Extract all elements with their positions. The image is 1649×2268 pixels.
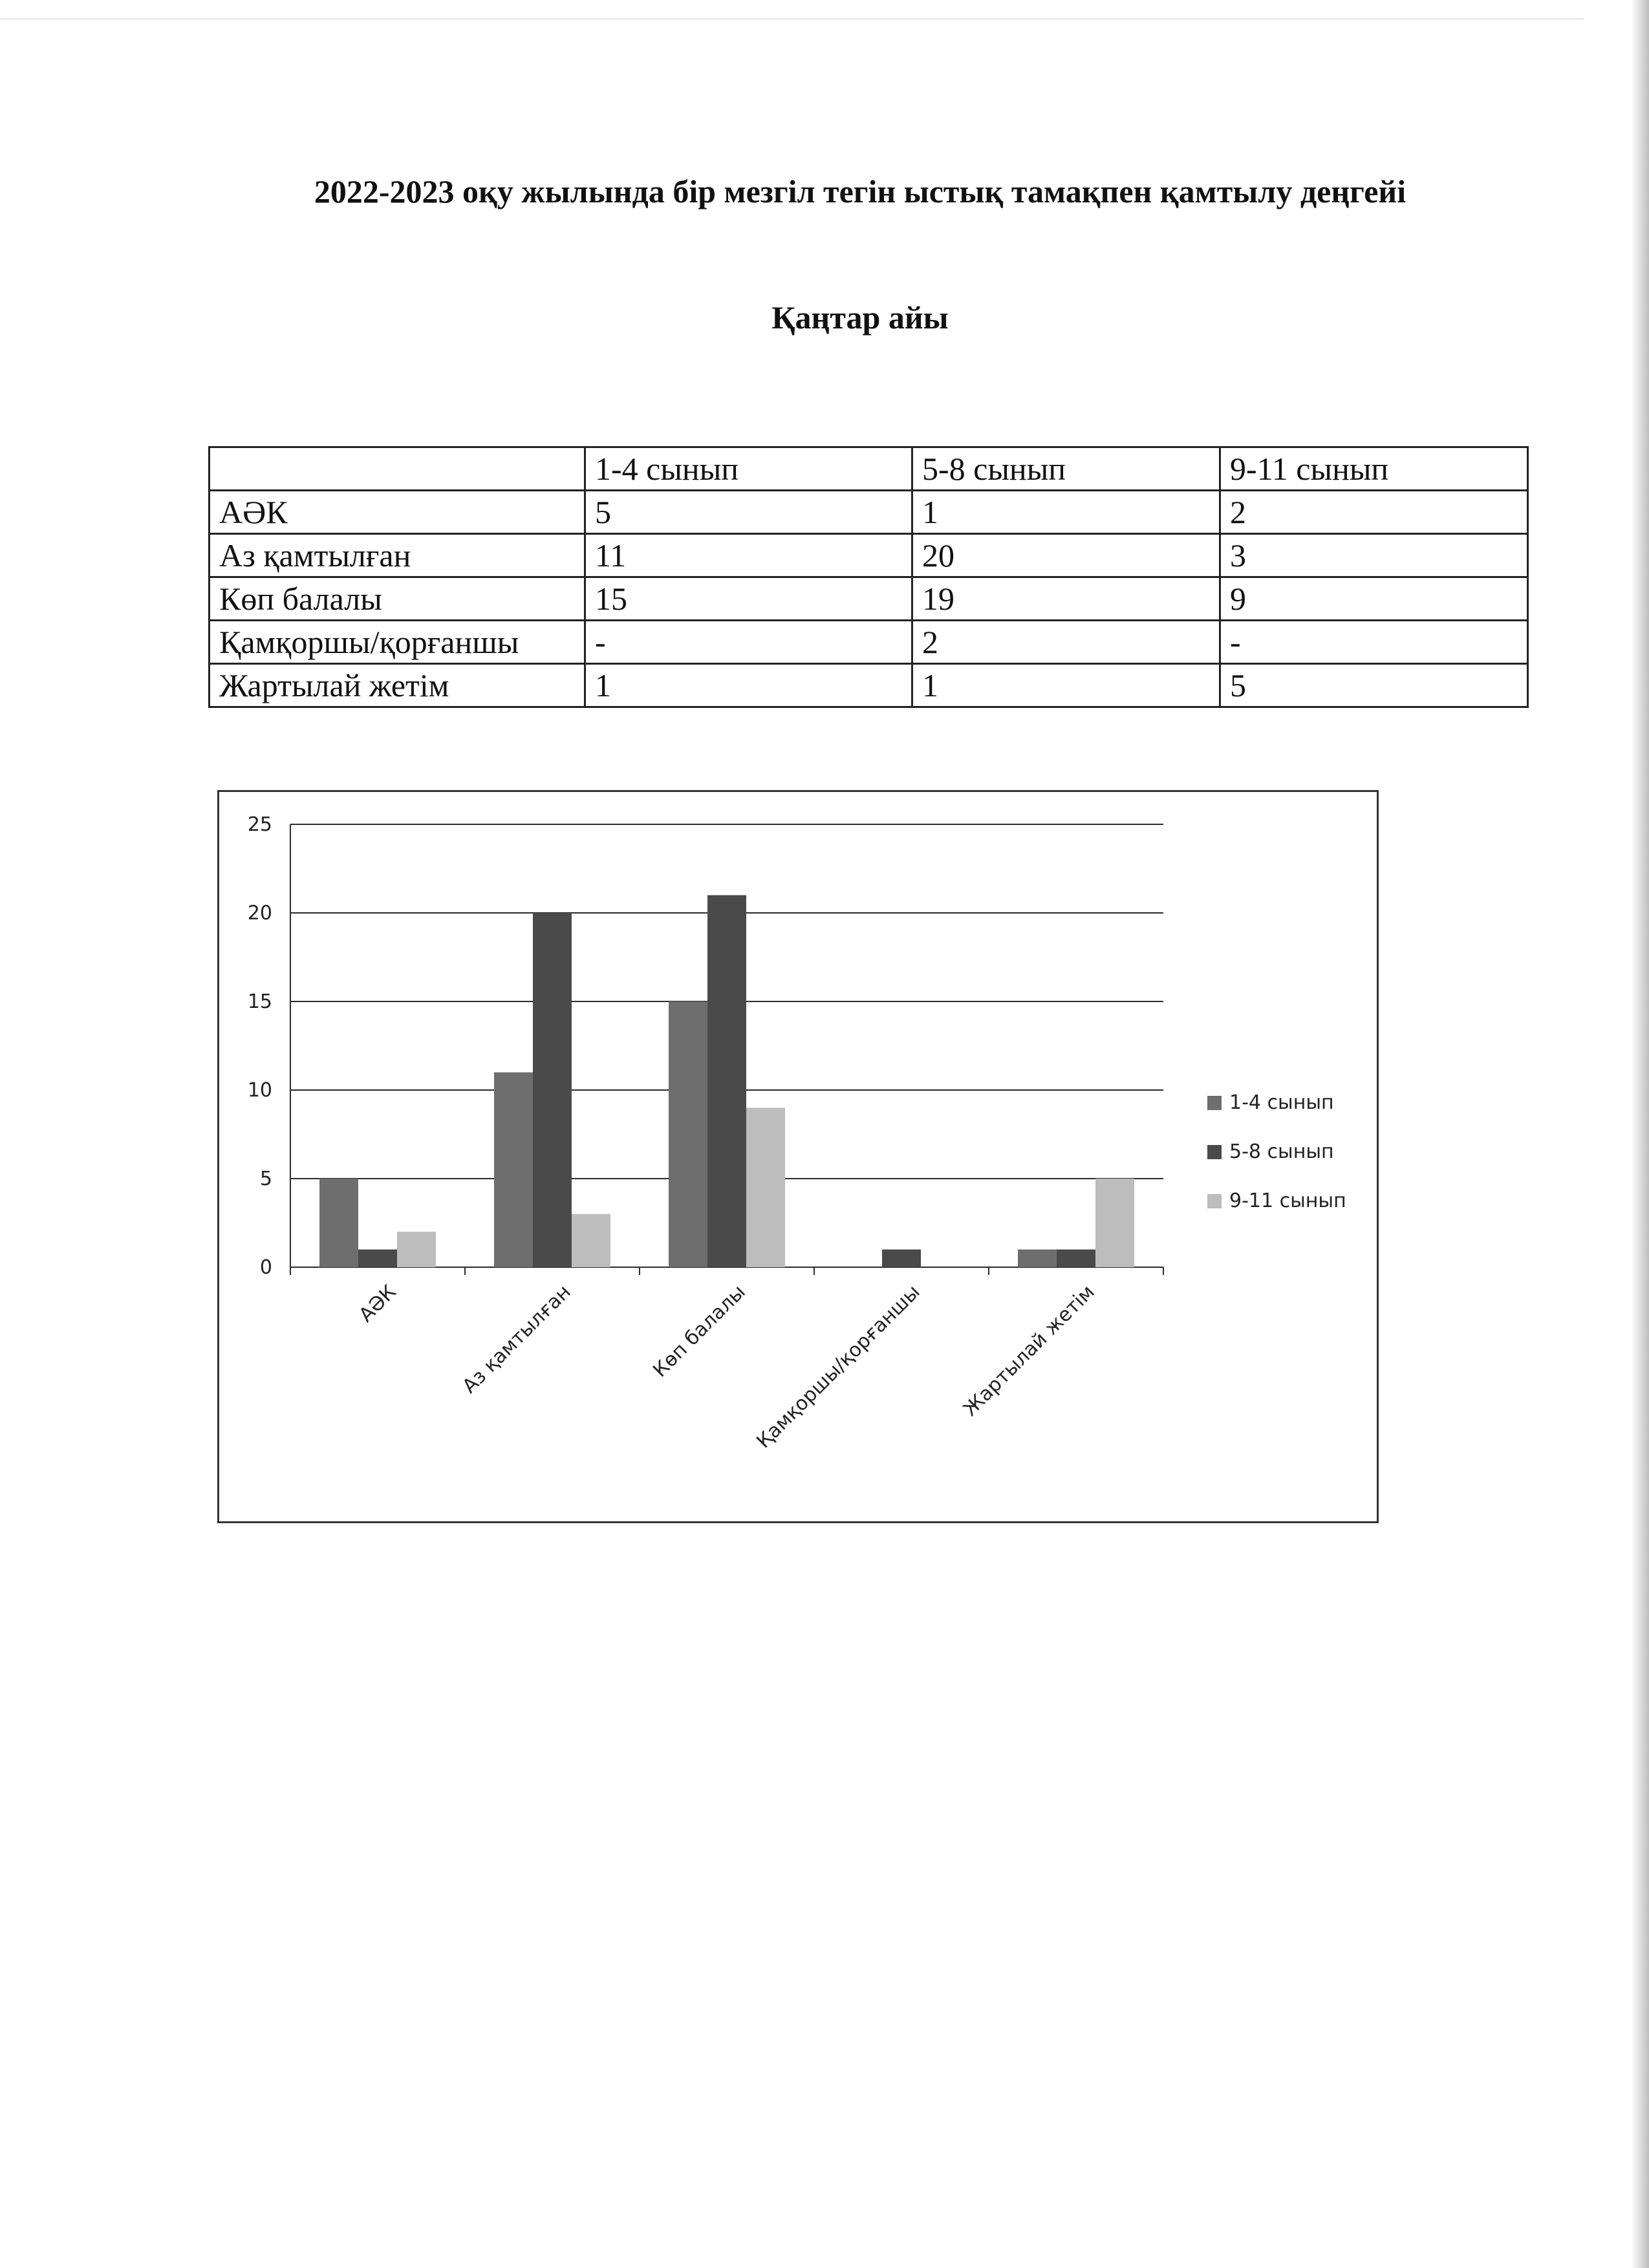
legend-label: 9-11 сынып [1229, 1190, 1346, 1212]
y-tick-label: 20 [247, 902, 272, 925]
table-cell: Жартылай жетім [210, 664, 585, 707]
y-tick-label: 15 [247, 990, 272, 1013]
legend-swatch [1207, 1096, 1222, 1110]
x-tick-label: Аз қамтылған [458, 1280, 576, 1398]
bar [1057, 1250, 1095, 1267]
scan-top-edge [0, 18, 1584, 20]
table-cell: 1 [912, 491, 1220, 534]
table-cell: 19 [912, 577, 1220, 621]
table-cell: 20 [912, 534, 1220, 577]
page-title: 2022-2023 оқу жылында бір мезгіл тегін ыстық тамақпен қамтылу деңгейі [314, 173, 1406, 209]
table-header-cell: 5-8 сынып [912, 447, 1220, 491]
legend-swatch [1207, 1194, 1222, 1208]
x-tick-label: АӘК [354, 1280, 401, 1327]
table-row [210, 664, 1528, 707]
bar [1095, 1179, 1134, 1267]
table-cell: 15 [585, 577, 912, 621]
table-header-cell [210, 447, 585, 491]
table-cell: Аз қамтылған [210, 534, 585, 577]
table-cell: 11 [585, 534, 912, 577]
bar [746, 1107, 785, 1267]
bar [669, 1001, 707, 1267]
data-table [208, 446, 1529, 708]
table-row [210, 491, 1528, 534]
bar [494, 1073, 533, 1267]
table-cell: 1 [585, 664, 912, 707]
y-tick-label: 10 [247, 1079, 272, 1102]
table-header-cell: 1-4 сынып [585, 447, 912, 491]
table-cell: АӘК [210, 491, 585, 534]
table-cell: 5 [1220, 664, 1528, 707]
bar [358, 1250, 397, 1267]
table-header-row [210, 447, 1528, 491]
legend-label: 1-4 сынып [1229, 1091, 1334, 1114]
table-cell: 2 [1220, 491, 1528, 534]
bar [882, 1250, 921, 1267]
table-cell: 5 [585, 491, 912, 534]
bar [533, 913, 572, 1267]
table-cell: Көп балалы [210, 577, 585, 621]
table-cell: - [585, 621, 912, 664]
x-tick-label: Қамқоршы/қорғаншы [752, 1280, 925, 1453]
scan-right-edge [1631, 0, 1649, 2268]
bar [707, 895, 746, 1267]
table-row [210, 577, 1528, 621]
y-tick-label: 5 [259, 1168, 272, 1190]
table-header-cell: 9-11 сынып [1220, 447, 1528, 491]
x-tick-label: Жартылай жетім [958, 1280, 1099, 1421]
legend-swatch [1207, 1145, 1222, 1159]
table-row [210, 534, 1528, 577]
table-cell: 9 [1220, 577, 1528, 621]
legend-label: 5-8 сынып [1229, 1140, 1334, 1163]
table-row [210, 621, 1528, 664]
table-cell: 3 [1220, 534, 1528, 577]
bar [1018, 1250, 1057, 1267]
page-subtitle: Қаңтар айы [771, 299, 949, 336]
y-tick-label: 25 [247, 813, 272, 836]
chart-container [217, 790, 1379, 1523]
table-cell: 1 [912, 664, 1220, 707]
bar [319, 1179, 358, 1267]
table-cell: Қамқоршы/қорғаншы [210, 621, 585, 664]
bar [397, 1232, 436, 1267]
table-cell: 2 [912, 621, 1220, 664]
y-tick-label: 0 [259, 1256, 272, 1279]
x-tick-label: Көп балалы [649, 1280, 750, 1382]
bar [572, 1214, 610, 1267]
bar-chart [219, 792, 1377, 1521]
table-cell: - [1220, 621, 1528, 664]
